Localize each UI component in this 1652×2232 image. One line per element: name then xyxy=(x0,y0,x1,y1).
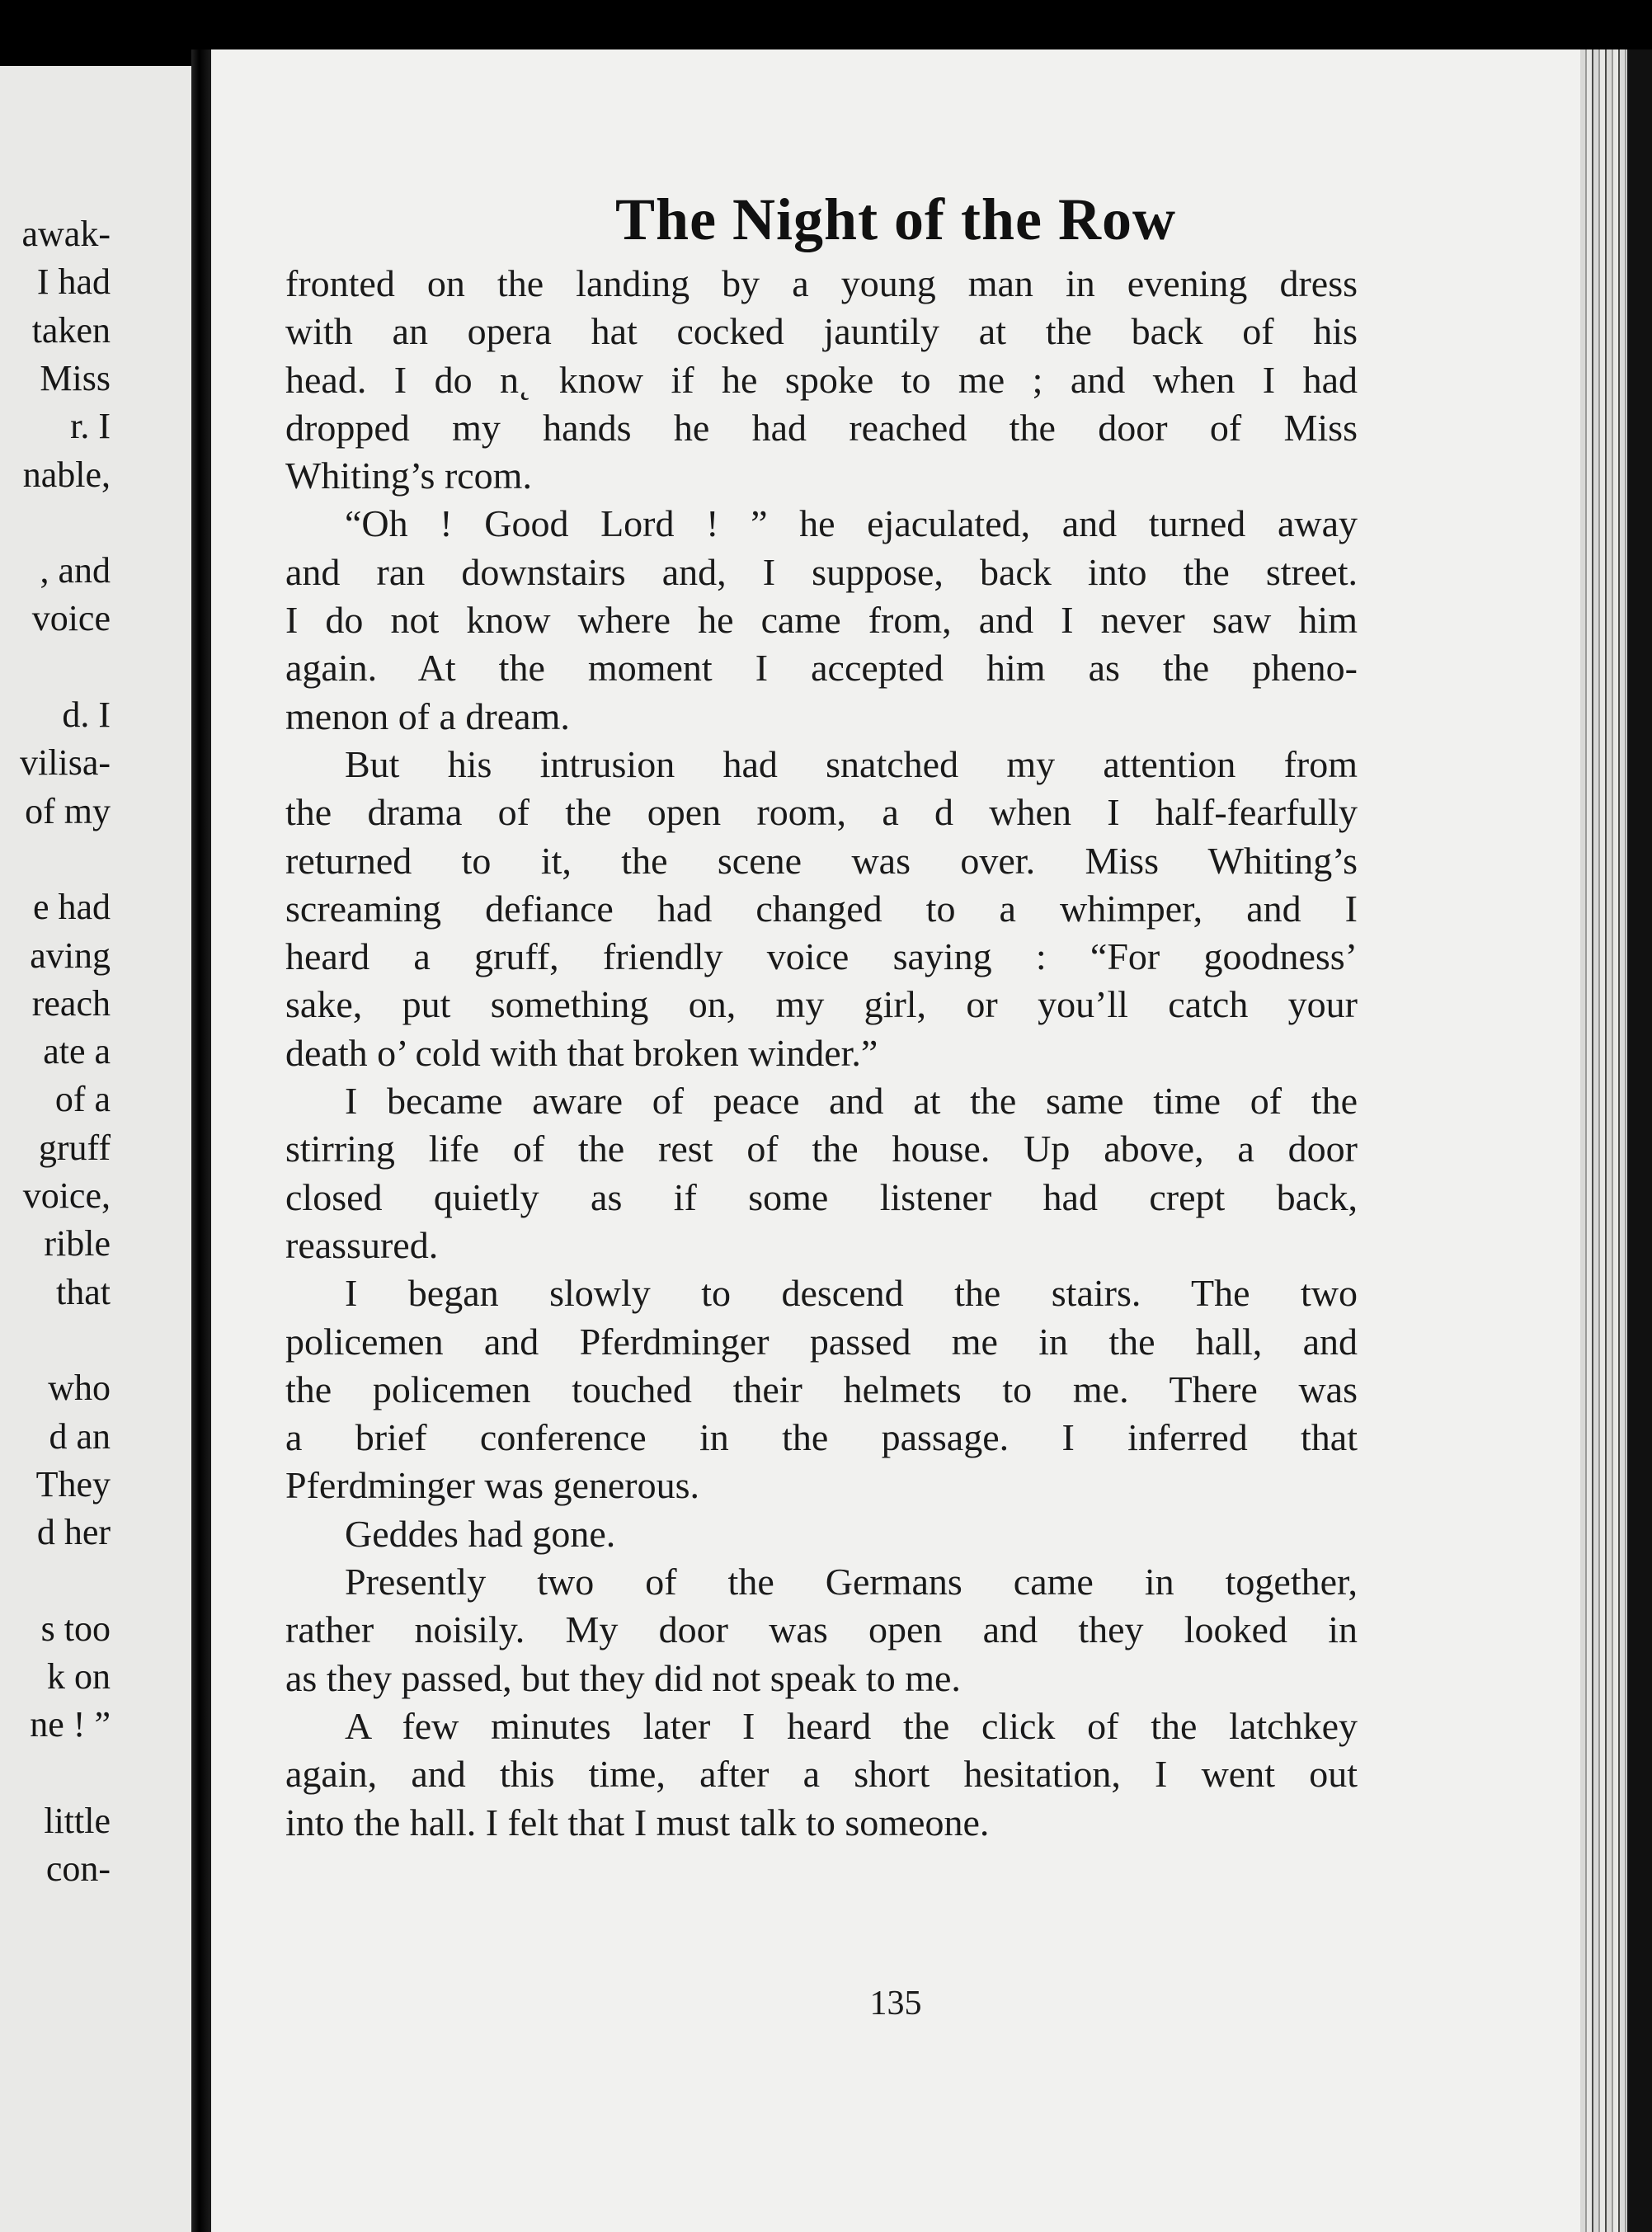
left-page-fragment: nable, xyxy=(22,454,111,495)
left-page-fragment: that xyxy=(56,1271,111,1312)
text-line: fronted on the landing by a young man in evening dress xyxy=(285,262,1358,304)
text-line: policemen and Pferdminger passed me in the hall, and xyxy=(285,1320,1358,1363)
text-line: Pferdminger was generous. xyxy=(285,1464,700,1507)
text-line: as they passed, but they did not speak to me. xyxy=(285,1656,961,1699)
left-page-fragment: d an xyxy=(49,1415,111,1457)
text-line: stirring life of the rest of the house. Up above, a door xyxy=(285,1128,1358,1170)
left-page-fragment: r. I xyxy=(70,406,111,447)
book-page xyxy=(211,49,1580,2232)
text-line: “Oh ! Good Lord ! ” he ejaculated, and turned away xyxy=(345,502,1358,545)
left-page-fragment: reach xyxy=(31,982,111,1024)
left-page-fragment: They xyxy=(35,1463,111,1504)
text-line: sake, put something on, my girl, or you’ll catch your xyxy=(285,983,1358,1026)
left-page-fragment: Miss xyxy=(40,357,111,398)
text-line: Whiting’s rcom. xyxy=(285,454,532,497)
text-line: the drama of the open room, a d when I half-fearfully xyxy=(285,791,1358,834)
left-page-fragment: little xyxy=(44,1800,111,1841)
left-page-fragment: e had xyxy=(32,887,111,928)
left-page-fragment: voice, xyxy=(22,1175,111,1216)
left-page-fragment: who xyxy=(48,1368,111,1409)
text-line: Geddes had gone. xyxy=(345,1512,616,1555)
text-line: I began slowly to descend the stairs. The two xyxy=(345,1272,1358,1315)
page-number: 135 xyxy=(869,1985,922,2022)
text-line: A few minutes later I heard the click of the latchkey xyxy=(345,1704,1358,1747)
text-line: rather noisily. My door was open and they looked in xyxy=(285,1608,1358,1651)
text-line: But his intrusion had snatched my attention from xyxy=(345,742,1358,785)
left-page-fragment: voice xyxy=(31,598,111,639)
text-line: again. At the moment I accepted him as the pheno- xyxy=(285,647,1358,690)
left-page-fragment: ne ! ” xyxy=(30,1704,111,1745)
left-page-fragment: s too xyxy=(40,1608,111,1649)
text-line: death o’ cold with that broken winder.” xyxy=(285,1031,878,1074)
text-line: into the hall. I felt that I must talk to someone. xyxy=(285,1801,990,1844)
text-line: I became aware of peace and at the same time of the xyxy=(345,1080,1358,1123)
left-page-fragment: ate a xyxy=(43,1031,111,1072)
book-gutter xyxy=(191,49,211,2232)
text-line: with an opera hat cocked jauntily at the back of his xyxy=(285,310,1358,353)
text-line: a brief conference in the passage. I inferred that xyxy=(285,1416,1358,1459)
left-page-fragment: gruff xyxy=(38,1127,111,1168)
left-page-fragment: vilisa- xyxy=(20,742,111,784)
text-line: closed quietly as if some listener had crept back, xyxy=(285,1175,1358,1218)
text-line: again, and this time, after a short hesitation, I went out xyxy=(285,1753,1358,1796)
left-page-fragment: of a xyxy=(54,1079,111,1120)
left-page-fragment: d. I xyxy=(62,695,111,735)
left-page-fragment: d her xyxy=(36,1512,111,1553)
text-line: and ran downstairs and, I suppose, back into the street. xyxy=(285,550,1358,593)
left-page-fragment: aving xyxy=(30,935,111,976)
running-title: The Night of the Row xyxy=(615,186,1176,252)
text-line: returned to it, the scene was over. Miss Whiting’s xyxy=(285,839,1358,882)
left-page-fragment: taken xyxy=(31,309,111,351)
page-edge xyxy=(1580,49,1652,2232)
left-page-fragment: rible xyxy=(44,1223,111,1264)
text-line: screaming defiance had changed to a whimper, and I xyxy=(285,887,1358,930)
text-line: reassured. xyxy=(285,1223,439,1266)
text-line: the policemen touched their helmets to me. There was xyxy=(285,1368,1358,1410)
body-text xyxy=(285,260,1358,1847)
left-page-fragment: awak- xyxy=(21,214,111,254)
text-line: heard a gruff, friendly voice saying : “For goodness’ xyxy=(285,935,1358,978)
text-line: menon of a dream. xyxy=(285,695,570,737)
left-page-fragment: , and xyxy=(40,550,111,591)
left-page-fragment: of my xyxy=(25,790,111,831)
text-line: I do not know where he came from, and I never saw him xyxy=(285,599,1358,642)
facing-left-page xyxy=(0,66,191,2232)
left-page-fragment: I had xyxy=(36,261,111,303)
left-page-fragment: k on xyxy=(47,1656,111,1697)
text-line: head. I do n˛ know if he spoke to me ; and when I had xyxy=(285,358,1358,401)
text-line: dropped my hands he had reached the door of Miss xyxy=(285,406,1358,449)
left-page-fragment: con- xyxy=(45,1848,111,1890)
text-line: Presently two of the Germans came in together, xyxy=(345,1561,1358,1603)
